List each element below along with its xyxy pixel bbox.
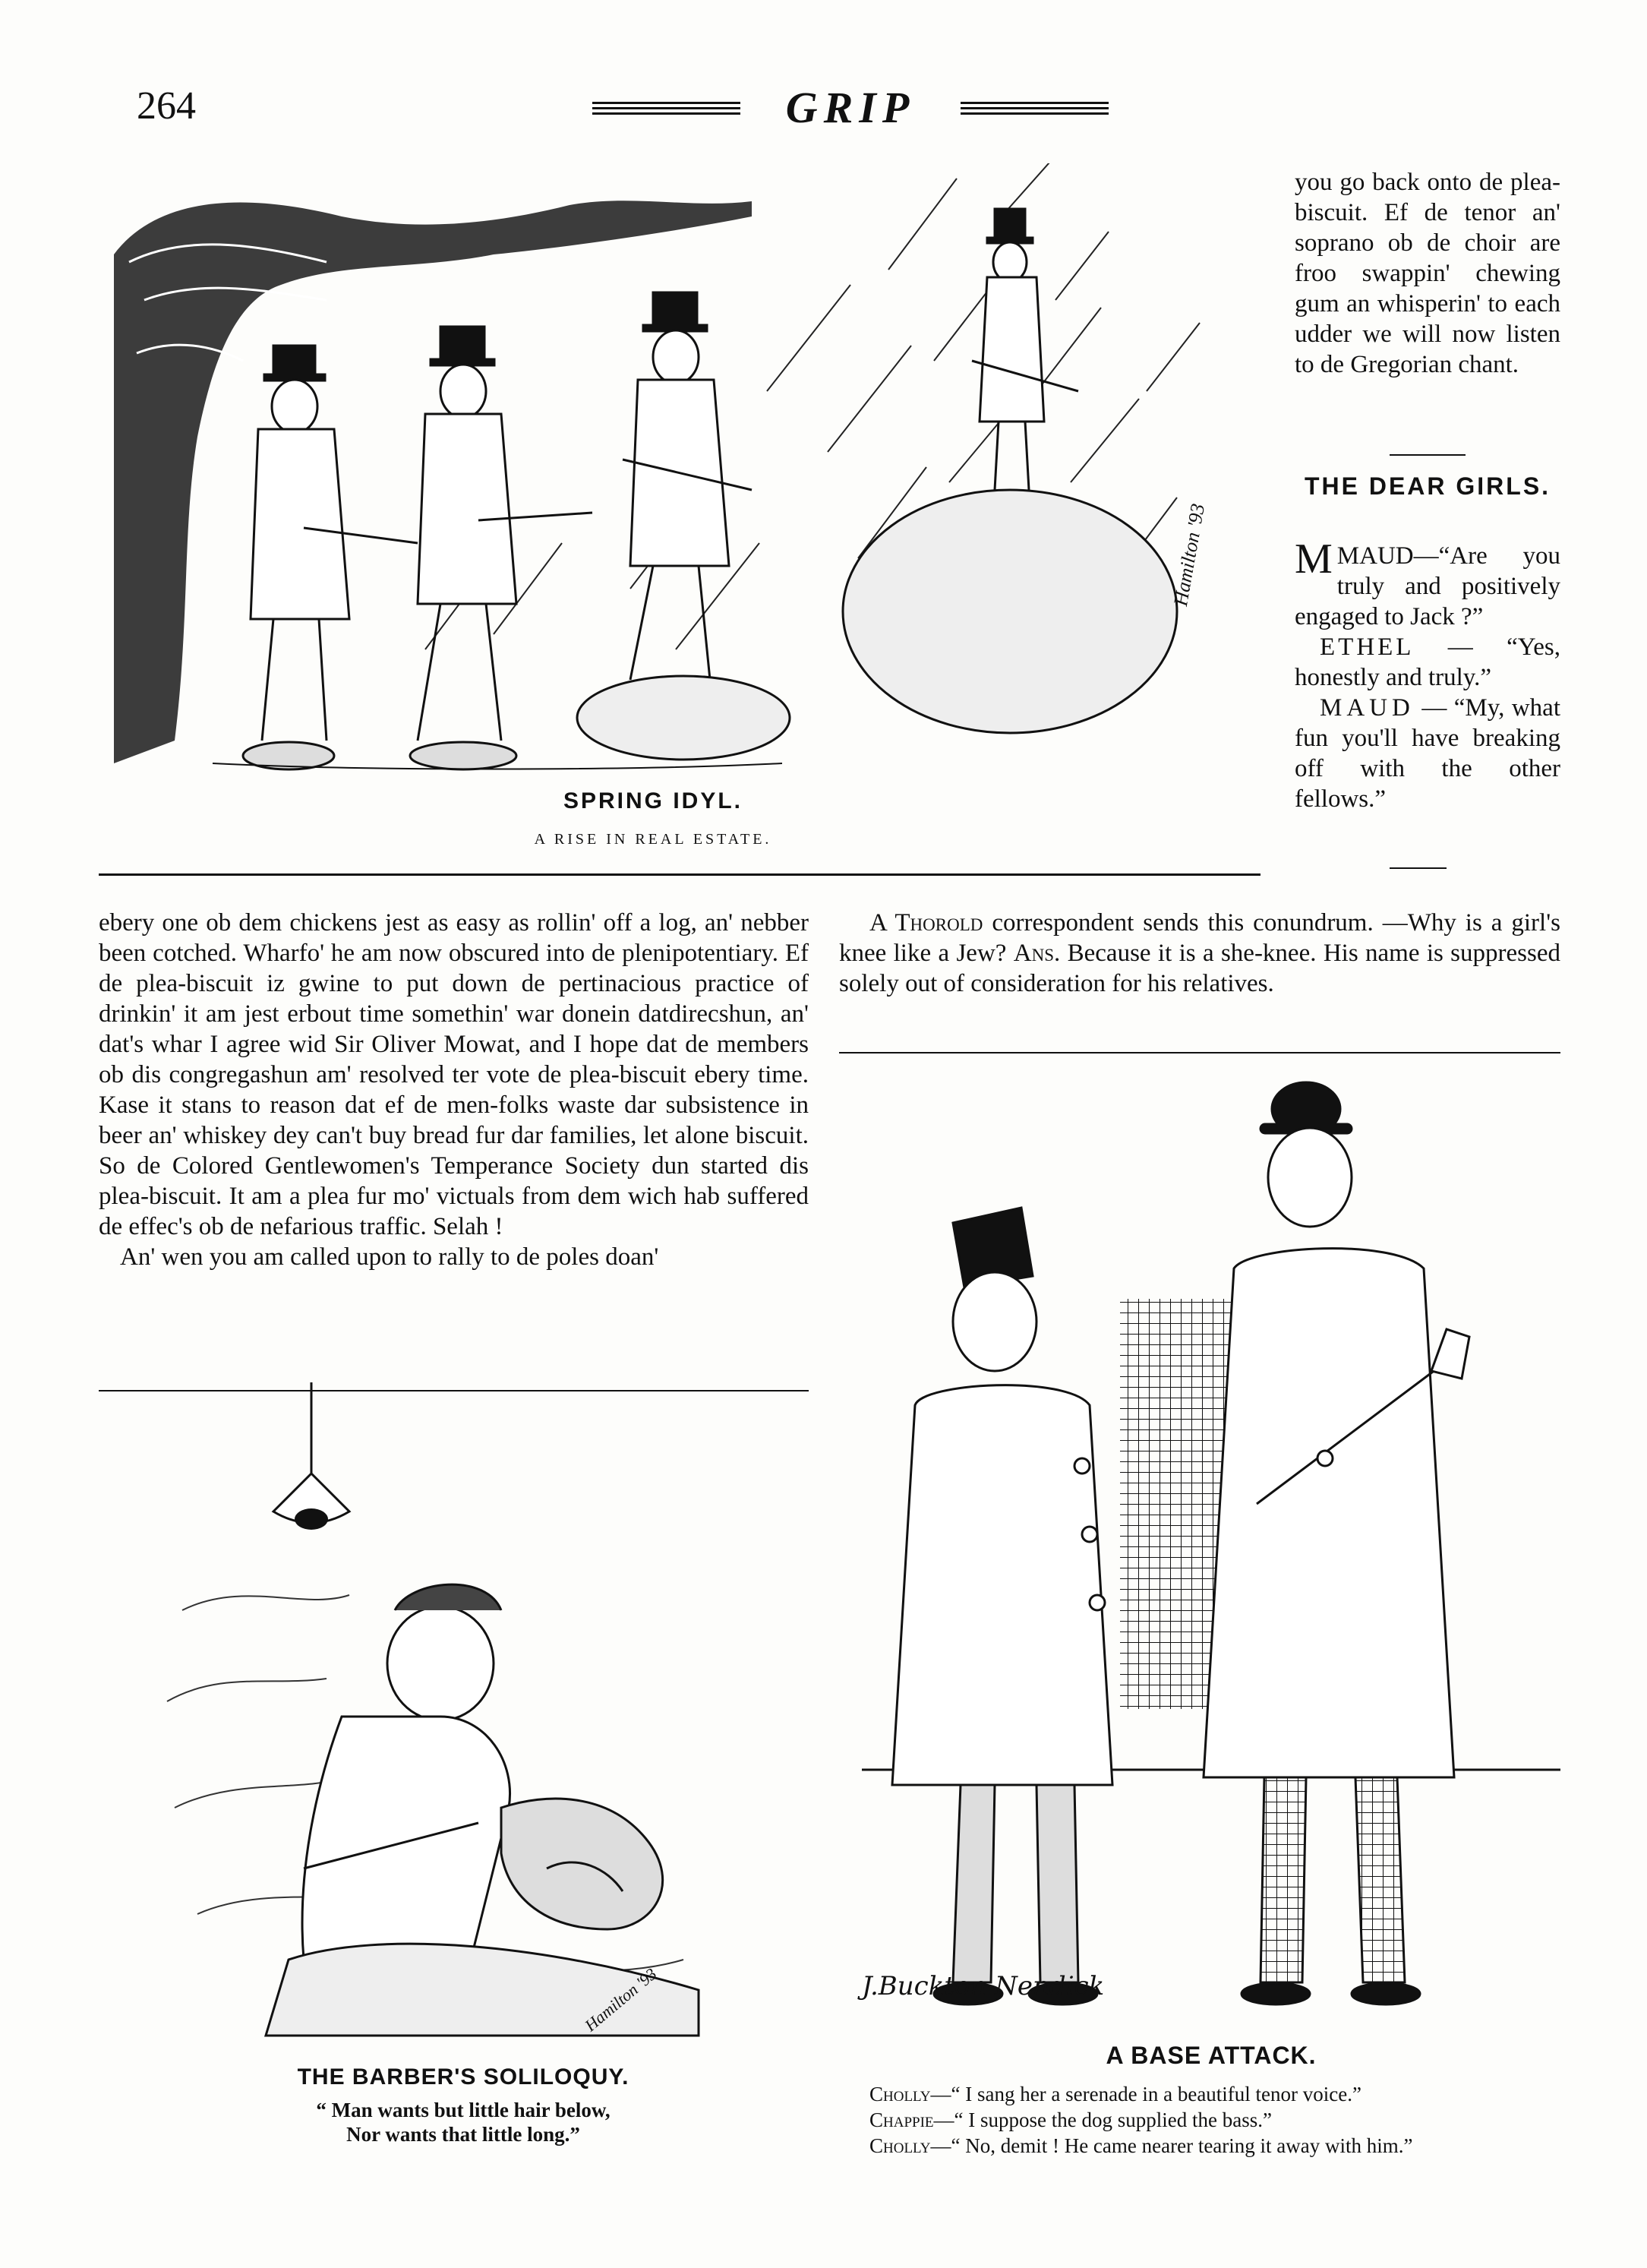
- divider-rule: [1390, 867, 1447, 869]
- speaker-cholly: Cholly: [869, 2134, 931, 2157]
- spring-idyl-signature: Hamilton '93: [1169, 501, 1210, 608]
- sermon-paragraph-1: ebery one ob dem chickens jest as easy as rollin' off a log, an' nebber been cotched. Wharfo' he am now obscured into de plenipotentiary. Ef de plea-biscuit iz gwine to put down de pertinacious practice of drinkin' it am jest erbout time somethin' war donein datdirecshun, an' dat's whar I agree wid Sir Oliver Mowat, and I hope dat de members ob dis congregashun am' resolved ter vote de plea-biscuit ebery time. Kase it stans to reason dat ef de men-folks waste dar subsistence in beer an' whiskey dey can't buy bread fur dar families, let alone biscuit. So de Colored Gentlewomen's Temperance Society dun started dis plea-biscuit. It am a plea fur mo' victuals from dem wich hab suffered de effec's ob de nefarious traffic. Selah !: [99, 909, 809, 1240]
- dear-girls-line-3: [1295, 693, 1560, 814]
- line-text: — “Yes, honestly and truly.”: [1295, 633, 1560, 691]
- thorold-conundrum: [839, 908, 1560, 999]
- masthead-rule-left: [592, 102, 740, 118]
- answer-label: Ans.: [1013, 940, 1061, 967]
- dialog-line-3: [862, 2133, 1560, 2159]
- base-attack-illustration: [862, 1079, 1560, 2036]
- speaker-ethel: ETHEL: [1320, 633, 1415, 661]
- verse-line-2: Nor wants that little long.”: [346, 2123, 580, 2146]
- speaker-maud: MAUD: [1336, 542, 1414, 570]
- base-attack-dialog: [862, 2081, 1560, 2159]
- base-attack-title: A BASE ATTACK.: [1106, 2042, 1317, 2069]
- dear-girls-line-2: [1295, 632, 1560, 693]
- spring-idyl-title: SPRING IDYL.: [563, 788, 743, 813]
- dear-girls-line-1: MMAUD—“Are you truly and positively engaged to Jack ?”: [1295, 535, 1560, 630]
- base-attack-signature: J.Buckton Nendick: [862, 1971, 1105, 2001]
- masthead: [592, 82, 1109, 135]
- dialog-line-1: [862, 2081, 1560, 2107]
- barber-signature: Hamilton '93: [581, 1963, 661, 2036]
- line-text: —“Are you truly and positively engaged to Jack ?”: [1295, 542, 1560, 630]
- divider-rule: [99, 873, 1260, 876]
- barber-title: THE BARBER'S SOLILOQUY.: [297, 2064, 629, 2090]
- line-text: —“ No, demit ! He came nearer tearing it away with him.”: [930, 2134, 1413, 2157]
- line-text: — “My, what fun you'll have breaking off with the other fellows.”: [1295, 694, 1560, 813]
- page-number: 264: [137, 84, 196, 128]
- barber-verse: [152, 2098, 775, 2146]
- verse-line-1: “ Man wants but little hair below,: [316, 2099, 611, 2121]
- sermon-continued-text: you go back onto de plea-biscuit. Ef de tenor an' soprano ob de choir are froo swappin' chewing gum an whisperin' to each udder we will now listen to de Gregorian chant.: [1295, 169, 1560, 378]
- dialog-line-2: [862, 2107, 1560, 2133]
- divider-rule: [1390, 454, 1466, 456]
- speaker-cholly: Cholly: [869, 2083, 931, 2105]
- masthead-title: GRIP: [785, 83, 916, 132]
- divider-rule: [839, 1052, 1560, 1053]
- dear-girls-title: THE DEAR GIRLS.: [1304, 472, 1551, 500]
- speaker-chappie: Chappie: [869, 2108, 934, 2131]
- sermon-paragraph-2: An' wen you am called upon to rally to de poles doan': [120, 1243, 659, 1271]
- spring-idyl-subtitle: A RISE IN REAL ESTATE.: [534, 831, 772, 848]
- dialect-sermon-continued: [1295, 167, 1560, 380]
- barber-illustration: [152, 1382, 775, 2058]
- thorold-question: correspondent sends this conundrum. —Why is a girl's knee like a Jew?: [839, 909, 1560, 967]
- thorold-answer: Because it is a she-knee. His name is suppressed solely out of consideration for his relatives.: [839, 940, 1560, 997]
- line-text: —“ I suppose the dog supplied the bass.”: [933, 2108, 1272, 2131]
- thorold-lead: A Thorold: [869, 909, 983, 937]
- masthead-rule-right: [961, 102, 1109, 118]
- dialect-sermon: [99, 908, 809, 1272]
- spring-idyl-illustration: [99, 163, 1283, 794]
- line-text: —“ I sang her a serenade in a beautiful tenor voice.”: [930, 2083, 1361, 2105]
- speaker-maud: MAUD: [1320, 694, 1415, 722]
- thorold-text: [839, 908, 1560, 999]
- dear-girls-dialog: [1295, 535, 1560, 814]
